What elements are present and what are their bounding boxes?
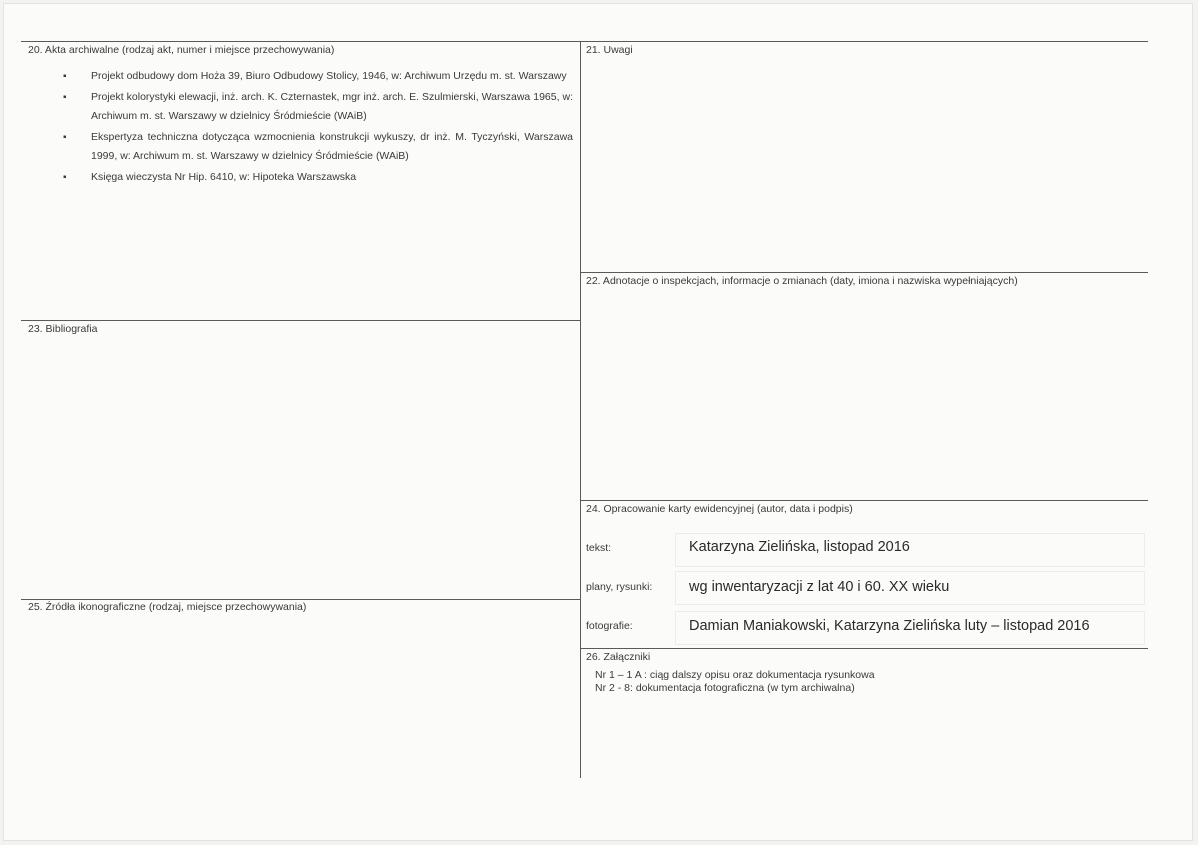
rule-section-22 [580,272,1148,273]
top-rule [21,41,1148,42]
section-26-title: 26. Załączniki [586,651,651,663]
row-label-photos: fotografie: [586,620,633,632]
list-item: ▪ Projekt kolorystyki elewacji, inż. arch. K. Czternastek, mgr inż. arch. E. Szulmierski, Warszawa 1965, w: Archiwum m. st. Warszawy w dzielnicy Śródmieście (WAiB) [63,88,573,127]
form-sheet [3,3,1193,841]
attachment-item-1: Nr 1 – 1 A : ciąg dalszy opisu oraz dokumentacja rysunkowa [595,669,875,681]
rule-section-24 [580,500,1148,501]
row-label-text: tekst: [586,542,612,554]
section-21-title: 21. Uwagi [586,44,633,56]
rule-section-23 [21,320,581,321]
bullet-icon: ▪ [63,171,67,183]
row-label-plans: plany, rysunki: [586,581,653,593]
section-20-list [63,67,573,188]
center-divider [580,41,581,778]
bullet-icon: ▪ [63,71,67,82]
attachment-item-2: Nr 2 - 8: dokumentacja fotograficzna (w tym archiwalna) [595,682,855,694]
section-24-title: 24. Opracowanie karty ewidencyjnej (autor, data i podpis) [586,503,853,515]
list-item: ▪ Księga wieczysta Nr Hip. 6410, w: Hipoteka Warszawska [63,168,573,188]
row-value-text: Katarzyna Zielińska, listopad 2016 [689,539,910,555]
list-item: ▪ Projekt odbudowy dom Hoża 39, Biuro Odbudowy Stolicy, 1946, w: Archiwum Urzędu m. st. Warszawy [63,67,573,87]
rule-section-26 [580,648,1148,649]
section-23-title: 23. Bibliografia [28,323,98,335]
list-item: ▪ Ekspertyza techniczna dotycząca wzmocnienia konstrukcji wykuszy, dr inż. M. Tyczyński, Warszawa 1999, w: Archiwum m. st. Warszawy w dzielnicy Śródmieście (WAiB) [63,128,573,167]
row-value-photos: Damian Maniakowski, Katarzyna Zielińska luty – listopad 2016 [689,618,1090,634]
section-20-title: 20. Akta archiwalne (rodzaj akt, numer i miejsce przechowywania) [28,44,335,56]
bullet-icon: ▪ [63,91,67,103]
section-22-title: 22. Adnotacje o inspekcjach, informacje o zmianach (daty, imiona i nazwiska wypełniających) [586,275,1018,287]
section-25-title: 25. Źródła ikonograficzne (rodzaj, miejsce przechowywania) [28,601,307,613]
bullet-icon: ▪ [63,131,67,143]
row-value-plans: wg inwentaryzacji z lat 40 i 60. XX wieku [689,579,950,595]
rule-section-25 [21,599,581,600]
